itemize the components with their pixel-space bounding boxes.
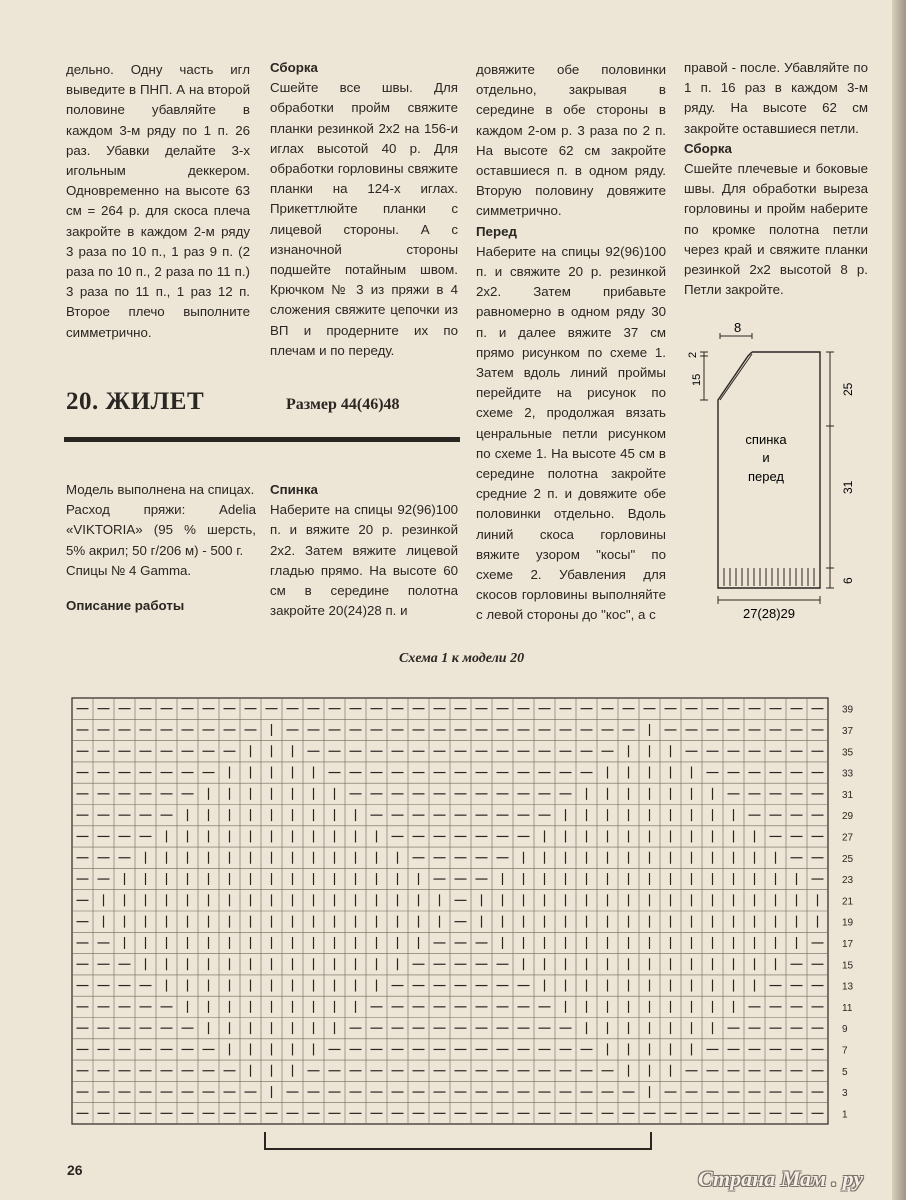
diagram-bottom-width: 27(28)29 [742, 606, 796, 621]
row-label: 11 [842, 1002, 853, 1014]
piece-label-2: и [762, 450, 770, 465]
armhole-line [720, 354, 752, 400]
back-paragraph: Наберите на спицы 92(96)100 п. и вяжите 20 р. резинкой 2х2. Затем вяжите лицевой гладью прямо. На высоте 60 см в середине полотна закройте 20(24)28 п. и [270, 502, 458, 619]
front-paragraph: Наберите на спицы 92(96)100 п. и свяжите 20 р. резинкой 2х2. Затем прибавьте равномерно в одном ряду 30 п. и далее вяжите 37 см прямо рисунком по схеме 1. Затем вдоль линий проймы перейдите на рисунок по схеме 2, продолжая вязать ценральные петли рисунком по схеме 1. На высоте 45 см в середине полотна закройте средние 2 п. и довяжите обе половинки отдельно. Вдоль линий скоса горловины вяжите узором "косы" по схеме 2. Убавления для скосов горловины выполняйте с левой стороны до "кос", а с [476, 243, 666, 623]
knitting-chart [60, 690, 880, 1130]
materials-block [66, 480, 256, 581]
materials-line-2: Расход пряжи: Adelia «VIKTORIA» (95 % шерсть, 5% акрил; 50 г/206 м) - 500 г. [66, 502, 256, 558]
row-label: 23 [842, 875, 854, 887]
page-number: 26 [67, 1162, 83, 1178]
row-label: 29 [842, 811, 854, 823]
model-size: Размер 44(46)48 [286, 396, 400, 413]
row-label: 15 [842, 960, 854, 972]
row-label: 33 [842, 768, 854, 780]
repeat-bracket [264, 1132, 652, 1150]
assembly-paragraph: Сшейте все швы. Для обработки пройм свяжите планки резинкой 2х2 на 156-и иглах высотой 40 р. Для обработки горловины свяжите планки на 124-х иглах. Прикеттлюйте планки с лицевой стороны. А с изнаночной стороны подшейте потайным швом. Крючком № 3 из пряжи в 4 сложения свяжите цепочки из ВП и продерните их по плечам и по переду. [270, 80, 458, 358]
row-label: 27 [842, 832, 854, 844]
back-block [270, 480, 458, 621]
back-heading: Спинка [270, 482, 318, 497]
piece-label-1: спинка [745, 432, 787, 447]
row-label: 1 [842, 1109, 848, 1121]
row-label: 13 [842, 981, 854, 993]
chart-row-labels [842, 705, 854, 1121]
diagram-label-15: 15 [691, 373, 703, 386]
col3-paragraph: довяжите обе половинки отдельно, закрывая в середине в обе стороны в каждом 2-ом р. 3 раза по 2 п. На высоте 62 см закройте оставшиеся п. в одном ряду. Вторую половину довяжите симметрично. [476, 62, 666, 219]
diagram-label-2: 2 [687, 351, 699, 358]
text-column-4 [684, 58, 868, 300]
description-heading: Описание работы [66, 598, 185, 613]
text-column-2 [270, 58, 458, 361]
col4-paragraph: правой - после. Убавляйте по 1 п. 16 раз в каждом 3-м ряду. На высоте 62 см закройте оставшиеся петли. [684, 60, 868, 136]
pattern-piece-diagram [687, 316, 870, 626]
diagram-label-6: 6 [841, 577, 855, 584]
col1-paragraph: дельно. Одну часть игл выведите в ПНП. А на второй половине убавляйте в каждом 3-м ряду по 1 п. 26 раз. Убавки делайте 3-х игольным деккером. Одновременно на высоте 63 см = 264 р. для скоса плеча закройте в каждом 2-м ряду 3 раза по 10 п., 1 раз 9 п. (2 раза по 10 п., 2 раза по 11 п.) 3 раза по 11 п., 1 раз 12 п. Второе плечо выполните симметрично. [66, 62, 250, 340]
page-edge [892, 0, 906, 1200]
row-label: 25 [842, 853, 854, 865]
assembly-heading: Сборка [270, 60, 318, 75]
row-label: 17 [842, 938, 854, 950]
row-label: 9 [842, 1024, 848, 1036]
watermark-logo: Страна Мам . ру [698, 1166, 864, 1191]
assembly-heading-2: Сборка [684, 140, 732, 156]
row-label: 5 [842, 1066, 848, 1078]
row-label: 39 [842, 704, 854, 716]
piece-label-3: перед [747, 469, 785, 484]
materials-line-3: Спицы № 4 Gamma. [66, 562, 192, 578]
row-label: 7 [842, 1045, 848, 1057]
assembly-paragraph-2: Сшейте плечевые и боковые швы. Для обработки выреза горловины и пройм наберите по кромке полотна петли через край и свяжите планки резинкой 2х2 высотой 8 р. Петли закройте. [684, 161, 868, 298]
row-label: 3 [842, 1088, 848, 1100]
chart-grid [72, 698, 828, 1124]
front-heading: Перед [476, 223, 517, 239]
row-label: 31 [842, 789, 854, 801]
text-column-1 [66, 60, 250, 343]
row-label: 19 [842, 917, 854, 929]
materials-line-1: Модель выполнена на спицах. [66, 482, 255, 497]
model-title: 20. ЖИЛЕТ [66, 388, 205, 415]
diagram-label-25: 25 [841, 382, 855, 396]
row-label: 35 [842, 747, 854, 759]
text-column-3 [476, 60, 666, 626]
diagram-label-31: 31 [841, 480, 855, 494]
diagram-top-width: 8 [734, 320, 742, 335]
row-label: 21 [842, 896, 854, 908]
ribbing [724, 568, 814, 586]
section-rule [64, 437, 460, 442]
row-label: 37 [842, 725, 854, 737]
scheme-title: Схема 1 к модели 20 [399, 651, 525, 666]
